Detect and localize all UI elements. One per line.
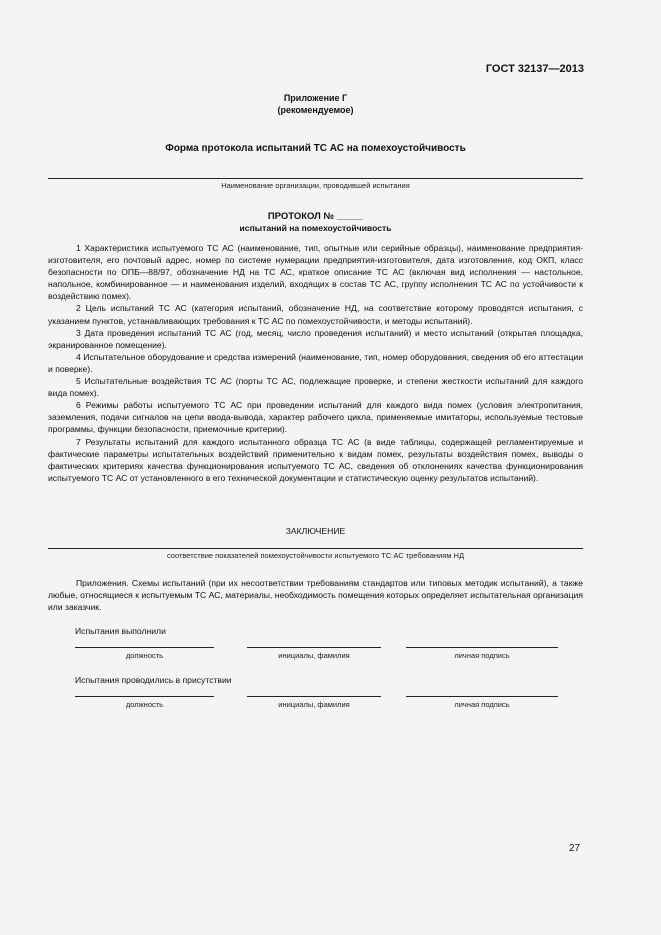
position-line-2 [75,696,214,697]
conclusion-line [48,548,583,549]
item-6: 6 Режимы работы испытуемого ТС АС при проведении испытаний для каждого вида помех (условия электропитания, заземления, подачи сигналов на цепи ввода-вывода, характер рабочего цикла, применяемые имитаторы, используемые тестовые программы, функции безопасности, приемочные критерии). [48,400,583,435]
item-7: 7 Результаты испытаний для каждого испытанного образца ТС АС (в виде таблицы, содержащей регламентируемые и фактические параметры испытательных воздействий применительно к видам помех, результаты воздействия помех, выводы о фактических критериях качества функционирования испытуемого ТС АС, сведения об отклонениях качества функционирования испытуемого ТС АС от установленного в его технической документации и статистическую оценку результатов испытаний). [48,436,583,483]
form-title: Форма протокола испытаний ТС АС на помехоустойчивость [165,143,466,154]
name-line-2 [247,696,381,697]
signature-line-2 [406,696,558,697]
name-caption-1: инициалы, фамилия [278,651,350,660]
conclusion-title: ЗАКЛЮЧЕНИЕ [285,526,346,536]
position-caption-1: должность [125,651,164,660]
attachments-text: Приложения. Схемы испытаний (при их несоответствии требованиям стандартов или типовых методик испытаний), а также любые, относящиеся к испытуемым ТС АС, материалы, необходимость помещения которых определяет испытательная организация или заказчик. [48,578,583,613]
signature-label-2: Испытания проводились в присутствии [75,675,232,685]
name-caption-2: инициалы, фамилия [278,700,350,709]
position-caption-2: должность [125,700,164,709]
item-4: 4 Испытательное оборудование и средства измерений (наименование, тип, номер оборудования, сведения об его аттестации и поверке). [48,351,583,374]
name-line-1 [247,647,381,648]
conclusion-caption: соответствие показателей помехоустойчивости испытуемого ТС АС требованиям НД [166,551,465,560]
item-3: 3 Дата проведения испытаний ТС АС (год, месяц, число проведения испытаний) и место испытаний (открытая площадка, экранированное помещение). [48,327,583,350]
signature-caption-1: личная подпись [454,651,510,660]
protocol-title: ПРОТОКОЛ № _____ [267,211,364,222]
attachments [48,577,583,613]
signature-label-1: Испытания выполнили [75,626,166,636]
item-2: 2 Цель испытаний ТС АС (категория испытаний, обозначение НД, на соответствие которому проводятся испытания, с указанием пунктов, устанавливающих требования к ТС АС по помехоустойчивости, и методы испытаний). [48,303,583,326]
item-1: 1 Характеристика испытуемого ТС АС (наименование, тип, опытные или серийные образцы), наименование предприятия-изготовителя, его почтовый адрес, номер по системе нумерации предприятия-изготовителя, дата изготовления, код ОКП, класс безопасности по ОПБ—88/97, обозначение НД на ТС АС, краткое описание ТС АС (включая вид исполнения — настольное, напольное, комбинированное — и наименования изделий, входящих в состав ТС АС, группу исполнения ТС АС по устойчивости к воздействию помех). [48,243,583,302]
signature-line-1 [406,647,558,648]
position-line-1 [75,647,214,648]
appendix-title: Приложение Г [283,93,348,103]
page-number: 27 [569,843,581,854]
standard-number: ГОСТ 32137—2013 [485,63,584,75]
appendix-status: (рекомендуемое) [277,105,354,115]
org-caption: Наименование организации, проводившей испытания [221,181,410,190]
signature-caption-2: личная подпись [454,700,510,709]
item-5: 5 Испытательные воздействия ТС АС (порты ТС АС, подлежащие проверке, и степени жесткости испытаний для каждого вида помех). [48,376,583,399]
protocol-items [48,242,583,484]
protocol-subtitle: испытаний на помехоустойчивость [239,223,392,233]
org-line [48,178,583,179]
